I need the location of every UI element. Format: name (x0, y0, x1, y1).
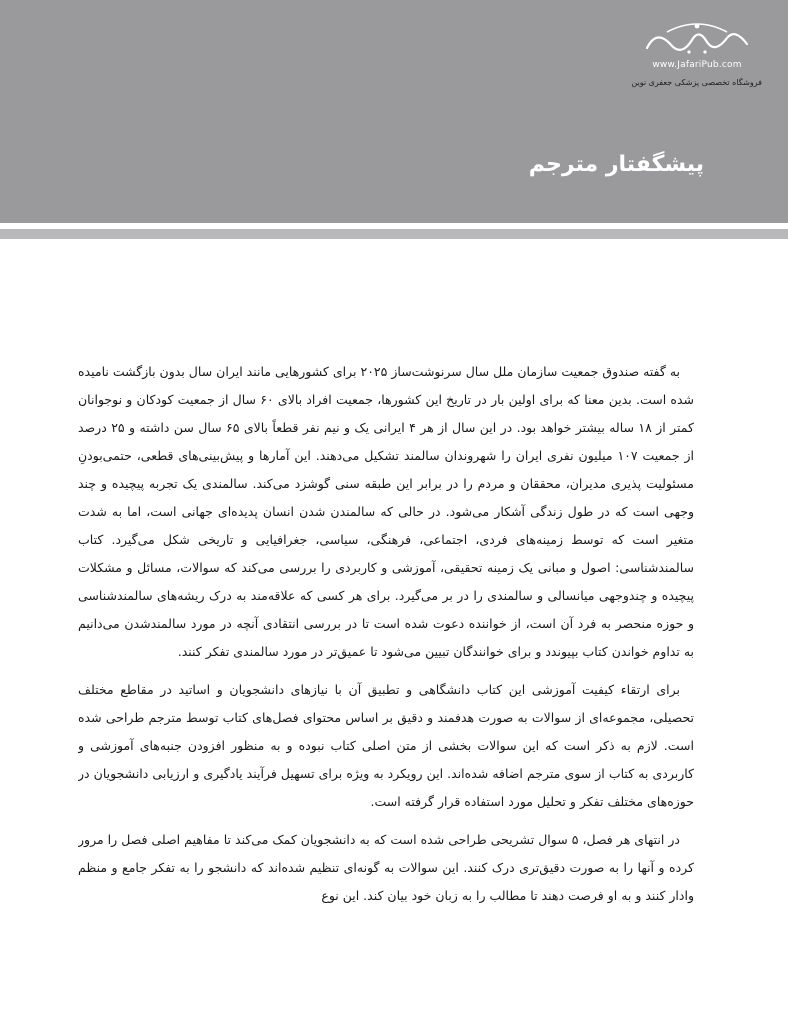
publisher-logo (632, 18, 762, 98)
paragraph-2: برای ارتقاء کیفیت آموزشی این کتاب دانشگاهی و تطبیق آن با نیازهای دانشجویان و اساتید در مقاطع مختلف تحصیلی، مجموعه‌ای از سوالات به صورت هدفمند و دقیق بر اساس محتوای فصل‌های کتاب توسط مترجم طراحی شده است. لازم به ذکر است که این سوالات بخشی از متن اصلی کتاب نبوده و به منظور افزودن جنبه‌های آموزشی و کاربردی به کتاب از سوی مترجم اضافه شده‌اند. این رویکرد به ویژه برای تسهیل فرآیند یادگیری و ارزیابی دانشجویان در حوزه‌های مختلف تفکر و تحلیل مورد استفاده قرار گرفته است. (78, 682, 694, 809)
paragraph-1: به گفته صندوق جمعیت سازمان ملل سال سرنوشت‌ساز ۲۰۲۵ برای کشورهایی مانند ایران سال بدون بازگشت نامیده شده است. بدین معنا که برای اولین بار در تاریخ این کشورها، جمعیت افراد بالای ۶۰ سال از جمعیت کودکان و نوجوانان کمتر از ۱۸ ساله بیشتر خواهد بود. در این سال از هر ۴ ایرانی یک و نیم نفر قطعاً بالای ۶۵ سال سن داشته و ۲۵ درصد از جمعیت ۱۰۷ میلیون نفری ایران را شهروندان سالمند تشکیل می‌دهند. این آمارها و پیش‌بینی‌های قطعی، حتمی‌بودنِ مسئولیت پذیری مدیران، محققان و مردم را در برابر این طبقه سنی گوشزد می‌کند. سالمندی یک تجربه پیچیده و چند وجهی است که در طول زندگی آشکار می‌شود. در حالی که سالمندن شدن انسان پدیده‌ای جهانی است، اما به شدت متغیر است که توسط زمینه‌های فردی، اجتماعی، فرهنگی، سیاسی، جغرافیایی و تاریخی شکل می‌گیرد. کتاب سالمندشناسی: اصول و مبانی یک زمینه تحقیقی، آموزشی و کاربردی را بررسی می‌کند که سوالات، مسائل و مشکلات پیچیده و چندوجهی میانسالی و سالمندی را در بر می‌گیرد. برای هر کسی که علاقه‌مند به درک ریشه‌های سالمندشناسی و حوزه منحصر به فرد آن است، از خواننده دعوت شده است تا در بررسی انتقادی آنچه در مورد سالمندشدن می‌دانیم به تداوم خواندن کتاب بپیوندد و برای خوانندگان تبیین می‌شود تا عمیق‌تر در مورد سالمندی تفکر کنند. (78, 364, 694, 659)
paragraph-3: در انتهای هر فصل، ۵ سوال تشریحی طراحی شده است که به دانشجویان کمک می‌کند تا مفاهیم اصلی فصل را مرور کرده و آنها را به صورت دقیق‌تری درک کنند. این سوالات به گونه‌ای تنظیم شده‌اند که دانشجو را به تفکر جامع و منظم وادار کنند و به او فرصت دهند تا مطالب را به زبان خود بیان کند. این نوع (78, 832, 694, 903)
body-text (78, 358, 694, 1012)
section-title: پیشگفتار مترجم (528, 152, 704, 177)
publisher-logo-icon (637, 18, 757, 58)
publisher-url: www.JafariPub.com (652, 60, 742, 70)
header-divider-stripe (0, 229, 788, 239)
publisher-tagline: فروشگاه تخصصی پزشکی جعفری نوین (631, 78, 762, 87)
